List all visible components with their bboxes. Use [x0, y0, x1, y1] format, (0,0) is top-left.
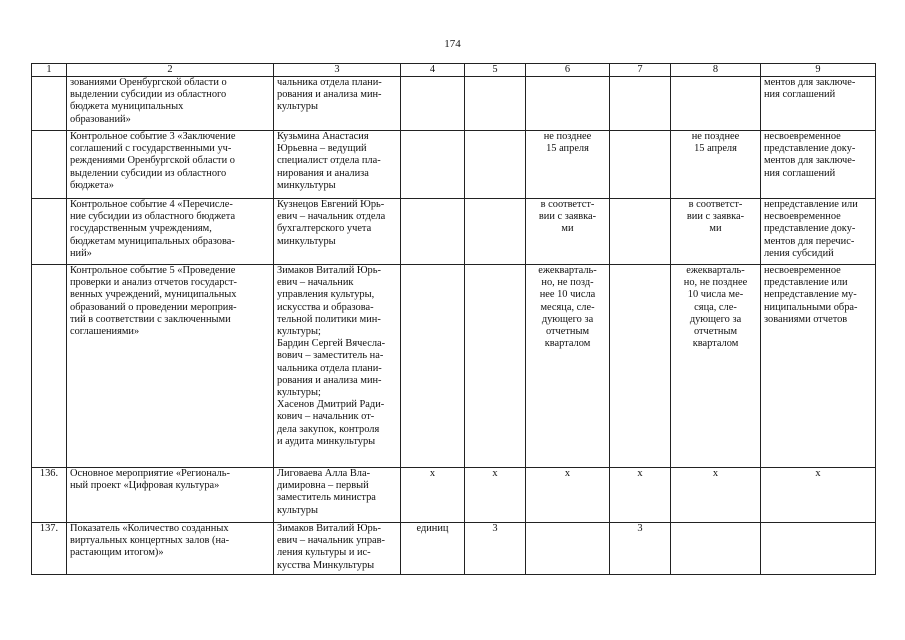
- deadline-cell: [671, 523, 761, 575]
- event-name: Основное мероприятие «Региональ- ный проект «Цифровая культура»: [70, 468, 230, 492]
- deadline-cell: ежекварталь- но, не позд- нее 10 числа месяца, сле- дующего за отчетным кварталом: [538, 265, 597, 350]
- row-number: [32, 265, 67, 468]
- page-number: 174: [444, 38, 461, 50]
- event-name: Контрольное событие 3 «Заключение соглашений с государственными уч- реждениями Оренбургской области о выделении субсидии из областного бюджета»: [70, 131, 236, 191]
- event-name: Контрольное событие 4 «Перечисле- ние субсидии из областного бюджета государственным учреждениям, бюджетам муниципальных образова- ний»: [70, 199, 236, 259]
- column-number-row: [32, 64, 876, 77]
- risk-cell: х: [761, 468, 876, 523]
- risk-cell: ментов для заключе- ния соглашений: [764, 77, 856, 101]
- responsible-person: Лиговаева Алла Вла- димировна – первый заместитель министра культуры: [277, 468, 376, 516]
- risk-cell: несвоевременное представление доку- ментов для заключе- ния соглашений: [764, 131, 856, 179]
- responsible-person: Зимаков Виталий Юрь- евич – начальник управ- ления культуры и ис- кусства Минкультуры: [277, 523, 386, 571]
- deadline-cell: х: [671, 468, 761, 523]
- column-header: 5: [465, 64, 526, 77]
- unit-cell: [401, 265, 465, 468]
- risk-cell: [761, 523, 876, 575]
- row-number: [32, 199, 67, 265]
- column-header: 1: [32, 64, 67, 77]
- unit-cell: единиц: [401, 523, 465, 575]
- value-cell: [610, 77, 671, 131]
- unit-cell: [401, 131, 465, 199]
- value-cell: [610, 131, 671, 199]
- value-cell: х: [610, 468, 671, 523]
- deadline-cell: в соответст- вии с заявка- ми: [538, 199, 597, 235]
- deadline-cell: не позднее 15 апреля: [543, 131, 592, 155]
- value-cell: [610, 265, 671, 468]
- responsible-person: чальника отдела плани- рования и анализа мин- культуры: [277, 77, 382, 113]
- table-row: [32, 265, 876, 468]
- column-header: 4: [401, 64, 465, 77]
- table-row: [32, 131, 876, 199]
- table-row: [32, 199, 876, 265]
- unit-cell: [401, 77, 465, 131]
- table-row: [32, 77, 876, 131]
- table-row: [32, 468, 876, 523]
- row-number: [32, 131, 67, 199]
- column-header: 7: [610, 64, 671, 77]
- measures-table: [31, 63, 876, 575]
- unit-cell: [401, 199, 465, 265]
- value-cell: 3: [610, 523, 671, 575]
- column-header: 2: [67, 64, 274, 77]
- row-number: 137.: [32, 523, 67, 575]
- column-header: 6: [526, 64, 610, 77]
- deadline-cell: ежекварталь- но, не позднее 10 числа ме- сяца, сле- дующего за отчетным кварталом: [683, 265, 748, 350]
- risk-cell: непредставление или несвоевременное представление доку- ментов для перечис- ления субсидий: [764, 199, 858, 259]
- responsible-person: Кузьмина Анастасия Юрьевна – ведущий специалист отдела пла- нирования и анализа минкультуры: [277, 131, 381, 191]
- deadline-cell: в соответст- вии с заявка- ми: [686, 199, 745, 235]
- responsible-person: Зимаков Виталий Юрь- евич – начальник управления культуры, искусства и образова- тельной политики мин- культуры; Бардин Сергей Вячесла- вович – заместитель на- чальника отдела плани- рования и анализа мин- культуры; Хасенов Дмитрий Ради- кович – начальник от- дела закупок, контроля и аудита минкультуры: [277, 265, 386, 447]
- unit-cell: х: [401, 468, 465, 523]
- value-cell: [465, 265, 526, 468]
- value-cell: [465, 199, 526, 265]
- column-header: 9: [761, 64, 876, 77]
- deadline-cell: [526, 523, 610, 575]
- value-cell: [465, 77, 526, 131]
- row-number: [32, 77, 67, 131]
- deadline-cell: х: [526, 468, 610, 523]
- value-cell: [610, 199, 671, 265]
- column-header: 3: [274, 64, 401, 77]
- event-name: Контрольное событие 5 «Проведение проверки и анализ отчетов государст- венных учреждений, муниципальных образований о проведении мероприя- тий в соответствии с заключенными соглашениями»: [70, 265, 238, 338]
- risk-cell: несвоевременное представление или непредставление му- ниципальными обра- зованиями отчетов: [764, 265, 858, 325]
- responsible-person: Кузнецов Евгений Юрь- евич – начальник отдела бухгалтерского учета минкультуры: [277, 199, 386, 247]
- value-cell: [465, 131, 526, 199]
- event-name: зованиями Оренбургской области о выделении субсидии из областного бюджета муниципальных образований»: [70, 77, 227, 125]
- column-header: 8: [671, 64, 761, 77]
- row-number: 136.: [32, 468, 67, 523]
- value-cell: 3: [465, 523, 526, 575]
- table-row: [32, 523, 876, 575]
- value-cell: х: [465, 468, 526, 523]
- deadline-cell: не позднее 15 апреля: [691, 131, 740, 155]
- event-name: Показатель «Количество созданных виртуальных концертных залов (на- растающим итогом)»: [70, 523, 230, 559]
